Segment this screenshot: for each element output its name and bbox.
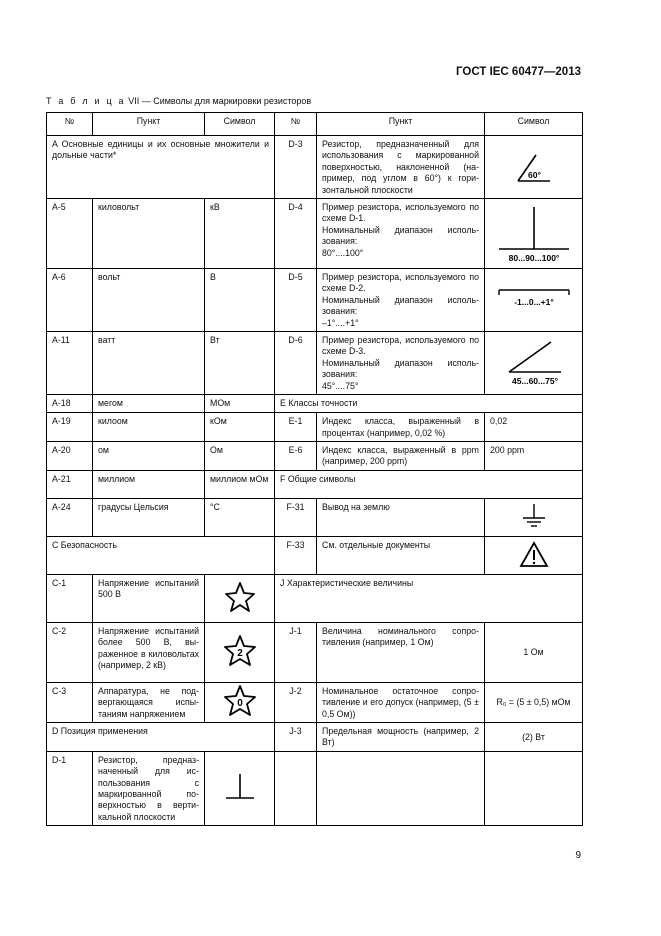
item-text: градусы Цельсия (93, 498, 205, 536)
item-number: J-1 (275, 622, 317, 682)
star-0-icon (205, 682, 275, 722)
item-text: килоом (93, 413, 205, 442)
item-symbol: Ом (205, 441, 275, 470)
item-symbol: 200 ppm (485, 441, 583, 470)
table-row (47, 395, 583, 413)
section-heading: C Безопасность (47, 536, 275, 574)
item-text: Напряжение испытаний более 500 В, выраженное в киловольтах (например, 2 кВ) (93, 622, 205, 682)
item-number: C-2 (47, 622, 93, 682)
table-row (47, 136, 583, 199)
table-row (47, 622, 583, 682)
item-text: мегом (93, 395, 205, 413)
item-text: киловольт (93, 199, 205, 269)
col-header: № (47, 113, 93, 136)
table-row (47, 722, 583, 751)
range-80-100-icon (485, 199, 583, 269)
tilted-60-icon (485, 136, 583, 199)
item-text: Индекс класса, выраженный в процентах (например, 0,02 %) (317, 413, 485, 442)
item-text: Номинальное остаточное сопротивление и его допуск (например, (5 ± 0,5 Ом)) (317, 682, 485, 722)
item-text: Пример резистора, используемого по схеме D-1. Номинальный диапазон использования: 80°....100° (317, 199, 485, 269)
item-text: См. отдельные документы (317, 536, 485, 574)
range-minus1-plus1-icon (485, 269, 583, 332)
symbol-label: -1...0...+1° (513, 297, 554, 308)
col-header: Символ (485, 113, 583, 136)
symbol-label: 60° (527, 170, 541, 181)
table-row (47, 332, 583, 395)
item-number: J-2 (275, 682, 317, 722)
item-symbol: 0,02 (485, 413, 583, 442)
symbol-label: 2 (236, 648, 243, 660)
star-empty-icon (205, 574, 275, 622)
item-text: ом (93, 441, 205, 470)
table-caption (46, 96, 311, 106)
vertical-mount-icon (205, 751, 275, 825)
symbol-label: 80...90...100° (508, 252, 559, 263)
col-header: Пункт (93, 113, 205, 136)
item-text: Предельная мощность (например, 2 Вт) (317, 722, 485, 751)
col-header: Пункт (317, 113, 485, 136)
table-row (47, 574, 583, 622)
col-header: № (275, 113, 317, 136)
document-header: ГОСТ IEC 60477—2013 (456, 66, 581, 78)
item-number: E-6 (275, 441, 317, 470)
section-heading: D Позиция применения (47, 722, 275, 751)
col-header: Символ (205, 113, 275, 136)
item-number: F-33 (275, 536, 317, 574)
table-row (47, 199, 583, 269)
item-number: D-5 (275, 269, 317, 332)
item-number: D-3 (275, 136, 317, 199)
caption-text: VII — Символы для маркировки резисторов (125, 96, 312, 106)
item-symbol: МОм (205, 395, 275, 413)
item-number: A-20 (47, 441, 93, 470)
item-text: ватт (93, 332, 205, 395)
item-text: Индекс класса, выраженный в ppm (например, 200 ppm) (317, 441, 485, 470)
item-symbol: миллиом мОм (205, 470, 275, 498)
item-symbol: Вт (205, 332, 275, 395)
symbols-table (46, 112, 583, 826)
item-number: E-1 (275, 413, 317, 442)
section-heading: A Основные единицы и их основные множители и дольные части* (47, 136, 275, 199)
item-number: D-1 (47, 751, 93, 825)
warning-triangle-icon (485, 536, 583, 574)
item-number: A-18 (47, 395, 93, 413)
item-text: Пример резистора, используемого по схеме D-2. Номинальный диапазон использования: –1°....+1° (317, 269, 485, 332)
item-text: Величина номинального сопротивления (например, 1 Ом) (317, 622, 485, 682)
table-row (47, 536, 583, 574)
item-number: D-6 (275, 332, 317, 395)
item-number: A-6 (47, 269, 93, 332)
table-row (47, 470, 583, 498)
section-heading: F Общие символы (275, 470, 583, 498)
item-text: вольт (93, 269, 205, 332)
item-text (317, 751, 485, 825)
section-heading: E Классы точности (275, 395, 583, 413)
item-number: A-21 (47, 470, 93, 498)
section-heading: J Характеристические величины (275, 574, 583, 622)
item-number: A-19 (47, 413, 93, 442)
table-row (47, 682, 583, 722)
item-number: D-4 (275, 199, 317, 269)
item-number: J-3 (275, 722, 317, 751)
item-symbol: R₀ = (5 ± 0,5) мОм (485, 682, 583, 722)
star-2-icon (205, 622, 275, 682)
item-number: A-24 (47, 498, 93, 536)
item-symbol: (2) Вт (485, 722, 583, 751)
symbol-label: 45...60...75° (511, 376, 558, 387)
item-symbol: 1 Ом (485, 622, 583, 682)
item-number: A-5 (47, 199, 93, 269)
table-row (47, 413, 583, 442)
item-number: C-3 (47, 682, 93, 722)
item-number: A-11 (47, 332, 93, 395)
item-text: миллиом (93, 470, 205, 498)
table-row (47, 269, 583, 332)
item-number: C-1 (47, 574, 93, 622)
item-text: Пример резистора, используемого по схеме D-3. Номинальный диапазон использования: 45°....75° (317, 332, 485, 395)
item-text: Напряжение испытаний 500 В (93, 574, 205, 622)
item-text: Резистор, предназначенный для использования с маркированной поверхностью, наклоненной (например, под углом в 60°) к горизонтальной плоскости (317, 136, 485, 199)
item-text: Вывод на землю (317, 498, 485, 536)
item-symbol: °C (205, 498, 275, 536)
range-45-75-icon (485, 332, 583, 395)
item-number (275, 751, 317, 825)
item-text: Резистор, предназначенный для использования с маркированной поверхностью в вертикальной плоскости (93, 751, 205, 825)
table-header-row (47, 113, 583, 136)
ground-icon (485, 498, 583, 536)
item-number: F-31 (275, 498, 317, 536)
item-symbol: кВ (205, 199, 275, 269)
page-number: 9 (575, 850, 581, 861)
table-row (47, 441, 583, 470)
table-row (47, 498, 583, 536)
item-symbol: кОм (205, 413, 275, 442)
caption-prefix: Т а б л и ц а (46, 96, 126, 106)
item-text: Аппаратура, не подвергающаяся испытаниям напряжением (93, 682, 205, 722)
symbol-label: 0 (236, 698, 243, 710)
item-symbol (485, 751, 583, 825)
table-row (47, 751, 583, 825)
item-symbol: В (205, 269, 275, 332)
